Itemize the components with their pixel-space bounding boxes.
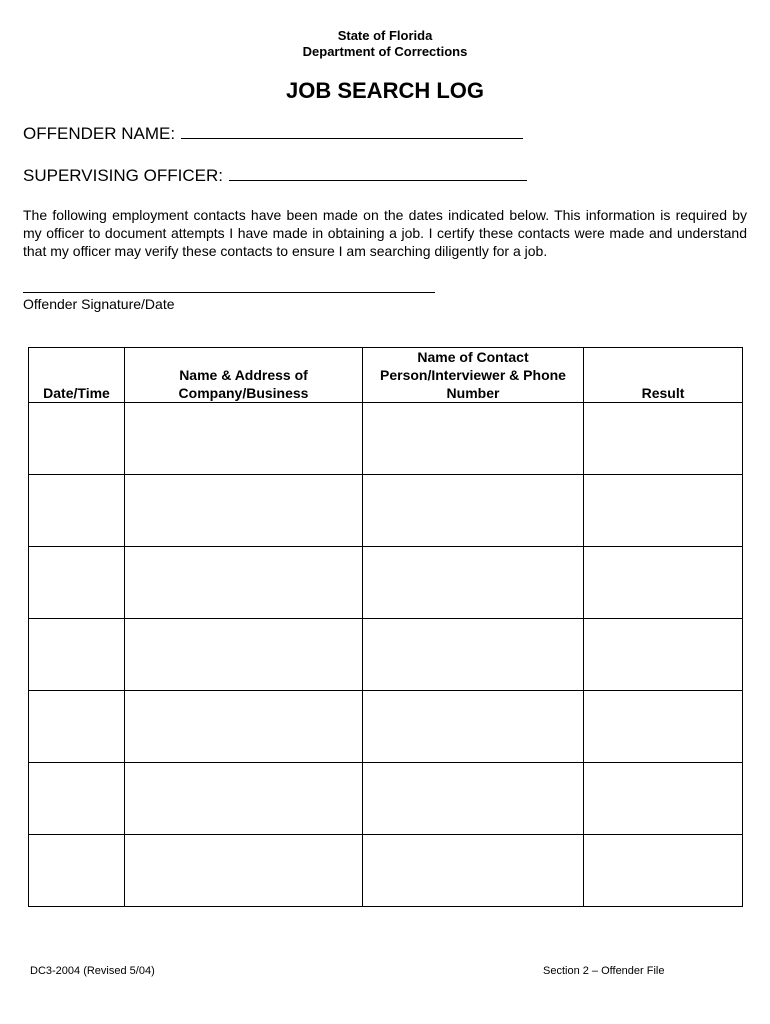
supervising-officer-field[interactable]	[229, 166, 527, 181]
column-header-line: Name of Contact	[417, 349, 529, 365]
table-cell-contact[interactable]	[363, 619, 584, 691]
column-header-company	[125, 348, 363, 403]
column-header-contact	[363, 348, 584, 403]
table-row	[29, 475, 743, 547]
agency-line-department: Department of Corrections	[302, 44, 468, 59]
table-row	[29, 835, 743, 907]
table-row	[29, 547, 743, 619]
table-cell-date-time[interactable]	[29, 475, 125, 547]
table-cell-company[interactable]	[125, 403, 363, 475]
table-row	[29, 403, 743, 475]
table-cell-result[interactable]	[584, 691, 743, 763]
table-cell-date-time[interactable]	[29, 403, 125, 475]
offender-name-label: OFFENDER NAME:	[23, 124, 176, 143]
signature-label: Offender Signature/Date	[23, 296, 175, 312]
table-cell-company[interactable]	[125, 619, 363, 691]
column-header-line: Number	[446, 385, 500, 401]
agency-line-state: State of Florida	[337, 28, 433, 43]
form-number: DC3-2004 (Revised 5/04)	[30, 965, 155, 977]
table-cell-date-time[interactable]	[29, 835, 125, 907]
offender-name-row	[23, 124, 523, 144]
table-cell-result[interactable]	[584, 547, 743, 619]
table-header-row	[29, 348, 743, 403]
table-row	[29, 691, 743, 763]
table-cell-date-time[interactable]	[29, 691, 125, 763]
table-cell-contact[interactable]	[363, 547, 584, 619]
column-header-line: Date/Time	[43, 385, 110, 401]
table-cell-contact[interactable]	[363, 475, 584, 547]
table-cell-result[interactable]	[584, 403, 743, 475]
table-cell-company[interactable]	[125, 835, 363, 907]
table-row	[29, 763, 743, 835]
table-cell-date-time[interactable]	[29, 763, 125, 835]
supervising-officer-row	[23, 166, 527, 186]
table-cell-result[interactable]	[584, 763, 743, 835]
table-cell-result[interactable]	[584, 835, 743, 907]
job-search-log-table	[28, 347, 743, 907]
table-row	[29, 619, 743, 691]
section-label: Section 2 – Offender File	[543, 965, 665, 977]
table-cell-contact[interactable]	[363, 403, 584, 475]
signature-field[interactable]	[23, 292, 435, 293]
column-header-line: Person/Interviewer & Phone	[380, 367, 566, 383]
column-header-result	[584, 348, 743, 403]
column-header-line: Company/Business	[178, 385, 309, 401]
table-cell-company[interactable]	[125, 547, 363, 619]
table-cell-company[interactable]	[125, 691, 363, 763]
table-cell-date-time[interactable]	[29, 547, 125, 619]
column-header-line: Name & Address of	[179, 367, 308, 383]
column-header-line: Result	[641, 385, 685, 401]
form-title: JOB SEARCH LOG	[285, 78, 485, 103]
table-cell-contact[interactable]	[363, 835, 584, 907]
table-cell-contact[interactable]	[363, 763, 584, 835]
table-cell-result[interactable]	[584, 619, 743, 691]
table-cell-company[interactable]	[125, 763, 363, 835]
certification-statement: The following employment contacts have been made on the dates indicated below. This information is required by my officer to document attempts I have made in obtaining a job. I certify these contacts were made and understand that my officer may verify these contacts to ensure I am searching diligently for a job.	[23, 207, 747, 259]
offender-name-field[interactable]	[181, 124, 523, 139]
supervising-officer-label: SUPERVISING OFFICER:	[23, 166, 223, 185]
table-cell-company[interactable]	[125, 475, 363, 547]
table-cell-contact[interactable]	[363, 691, 584, 763]
table-cell-date-time[interactable]	[29, 619, 125, 691]
column-header-date-time	[29, 348, 125, 403]
table-cell-result[interactable]	[584, 475, 743, 547]
